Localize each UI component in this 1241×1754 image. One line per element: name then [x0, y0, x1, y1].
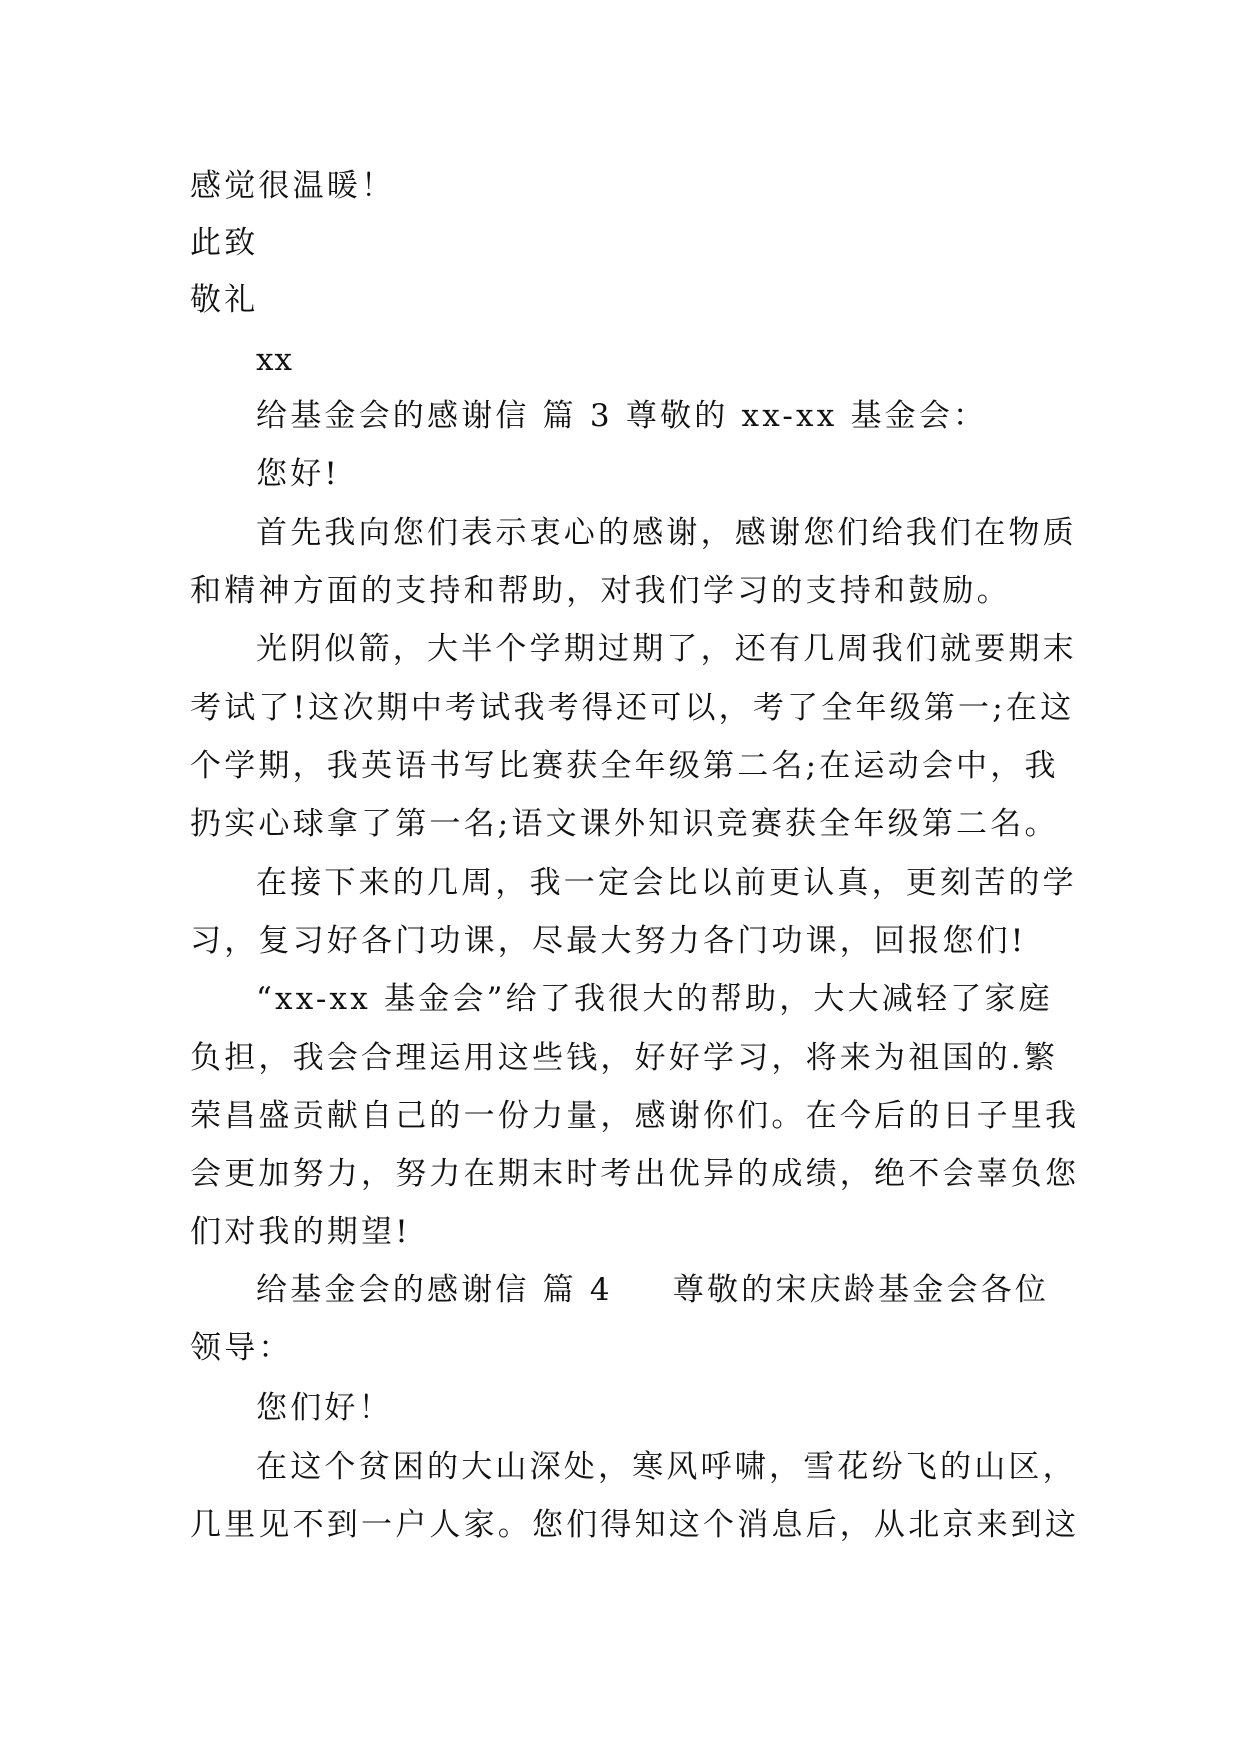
- paragraph-line: 几里见不到一户人家。您们得知这个消息后，从北京来到这: [190, 1507, 1080, 1543]
- paragraph-line: 光阴似箭，大半个学期过期了，还有几周我们就要期末: [256, 631, 1077, 667]
- paragraph-line: 考试了!这次期中考试我考得还可以，考了全年级第一;在这: [190, 690, 1075, 726]
- letter-4-salutation: 尊敬的宋庆龄基金会各位: [672, 1272, 1050, 1308]
- letter-end-line: 感觉很温暖！: [190, 168, 396, 204]
- paragraph-line: 和精神方面的支持和帮助，对我们学习的支持和鼓励。: [190, 573, 1011, 609]
- letter-4-title: 给基金会的感谢信 篇 4: [256, 1272, 613, 1308]
- paragraph-line: 个学期，我英语书写比赛获全年级第二名;在运动会中，我: [190, 748, 1059, 784]
- paragraph-line: 在接下来的几周，我一定会比以前更认真，更刻苦的学: [256, 865, 1077, 901]
- letter-4-greeting: 您们好！: [256, 1390, 393, 1426]
- letter-3-greeting: 您好!: [256, 456, 341, 492]
- paragraph-line: 荣昌盛贡献自己的一份力量，感谢你们。在今后的日子里我: [190, 1098, 1080, 1134]
- paragraph-line: 首先我向您们表示衷心的感谢，感谢您们给我们在物质: [256, 515, 1077, 551]
- letter-3-heading: 给基金会的感谢信 篇 3 尊敬的 xx-xx 基金会：: [256, 398, 988, 434]
- paragraph-line: 扔实心球拿了第一名;语文课外知识竞赛获全年级第二名。: [190, 806, 1059, 842]
- paragraph-line: 在这个贫困的大山深处，寒风呼啸，雪花纷飞的山区，: [256, 1449, 1077, 1485]
- paragraph-line: 习，复习好各门功课，尽最大努力各门功课，回报您们!: [190, 923, 1027, 959]
- letter-4-heading-continued: 领导：: [190, 1330, 293, 1366]
- paragraph-line: 负担，我会合理运用这些钱，好好学习，将来为祖国的.繁: [190, 1040, 1059, 1076]
- paragraph-line: “xx-xx 基金会”给了我很大的帮助，大大减轻了家庭: [256, 981, 1053, 1017]
- closing-line-2: 敬礼: [190, 282, 259, 318]
- paragraph-line: 会更加努力，努力在期末时考出优异的成绩，绝不会辜负您: [190, 1156, 1080, 1192]
- letter-4-heading: [256, 1270, 1049, 1310]
- paragraph-line: 们对我的期望!: [190, 1214, 411, 1250]
- signature: xx: [256, 342, 293, 378]
- closing-line-1: 此致: [190, 225, 259, 261]
